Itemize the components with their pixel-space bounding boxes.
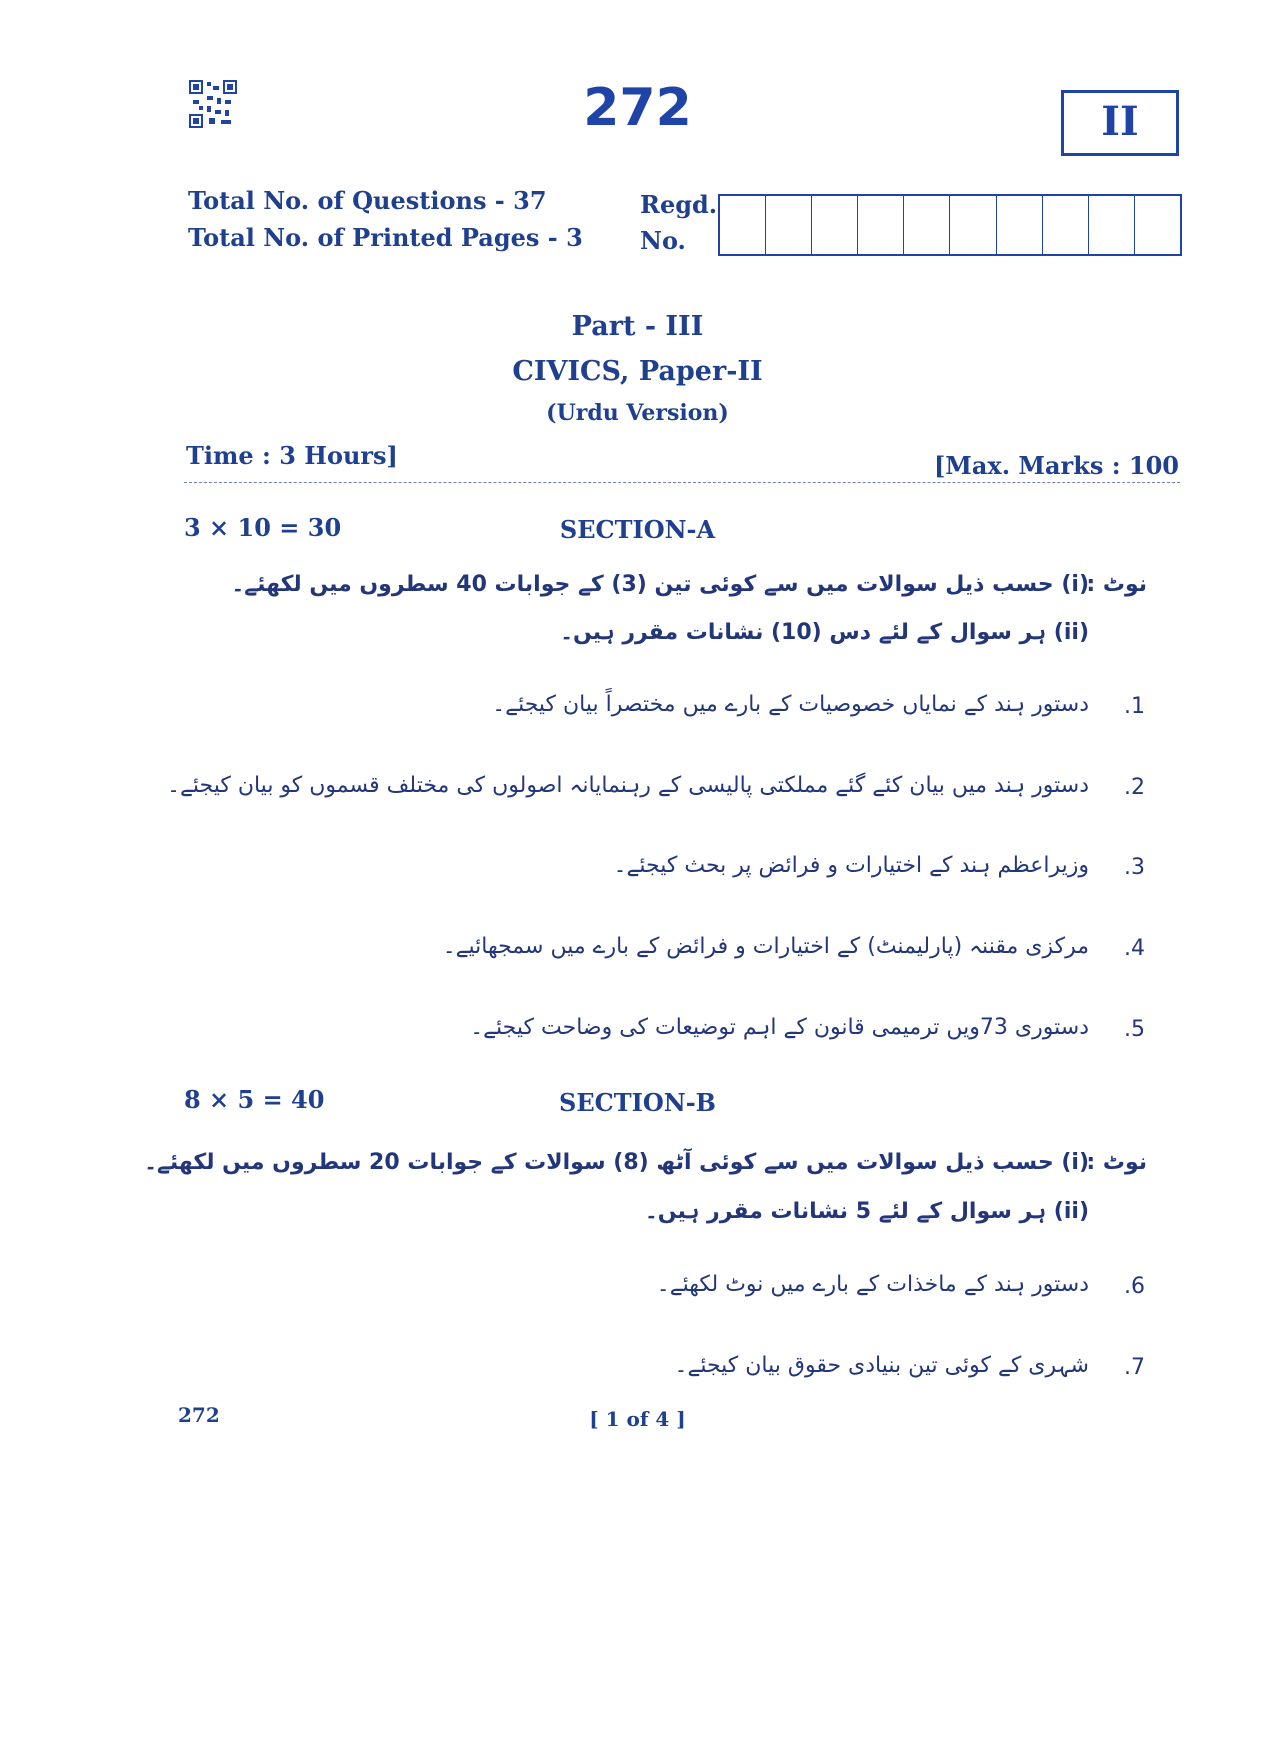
section-a-note-label: نوٹ : — [1086, 572, 1147, 597]
section-a-note-ii: (ii) ہر سوال کے لئے دس (10) نشانات مقرر ہیں۔ — [560, 620, 1089, 645]
question-text: مرکزی مقننہ (پارلیمنٹ) کے اختیارات و فرائض کے بارے میں سمجھائیے۔ — [442, 934, 1089, 959]
question-number: 5. — [1124, 1017, 1145, 1042]
section-a-title: SECTION-A — [559, 515, 716, 544]
reg-box-cell[interactable] — [765, 196, 811, 254]
question-number: 6. — [1124, 1274, 1145, 1299]
reg-box-cell[interactable] — [857, 196, 903, 254]
question-number: 7. — [1124, 1355, 1145, 1380]
reg-box-cell[interactable] — [1042, 196, 1088, 254]
reg-box-cell[interactable] — [903, 196, 949, 254]
section-b-marks: 8 × 5 = 40 — [184, 1085, 325, 1114]
section-a-note-i: (i) حسب ذیل سوالات میں سے کوئی تین (3) کے جوابات 40 سطروں میں لکھئے۔ — [231, 572, 1089, 597]
version-title: (Urdu Version) — [546, 400, 729, 426]
reg-box-cell[interactable] — [1088, 196, 1134, 254]
page-number: [ 1 of 4 ] — [589, 1407, 686, 1431]
question-text: وزیراعظم ہند کے اختیارات و فرائض پر بحث کیجئے۔ — [613, 853, 1089, 878]
set-number-box: II — [1061, 90, 1179, 156]
subject-title: CIVICS, Paper-II — [512, 356, 763, 387]
reg-box-cell[interactable] — [949, 196, 995, 254]
question-number: 4. — [1124, 936, 1145, 961]
max-marks-label: [Max. Marks : 100 — [933, 451, 1179, 480]
section-b-note-ii: (ii) ہر سوال کے لئے 5 نشانات مقرر ہیں۔ — [644, 1199, 1089, 1224]
question-text: دستور ہند میں بیان کئے گئے مملکتی پالیسی کے رہنمایانہ اصولوں کی مختلف قسموں کو بیان کیجئے۔ — [167, 773, 1089, 798]
section-b-note-label: نوٹ : — [1086, 1150, 1147, 1175]
reg-box-cell[interactable] — [996, 196, 1042, 254]
question-text: دستوری 73ویں ترمیمی قانون کے اہم توضیعات کی وضاحت کیجئے۔ — [470, 1015, 1089, 1040]
section-a-marks: 3 × 10 = 30 — [184, 513, 342, 542]
section-b-title: SECTION-B — [559, 1088, 716, 1117]
reg-box-cell[interactable] — [811, 196, 857, 254]
header-divider — [184, 482, 1180, 483]
question-text: شہری کے کوئی تین بنیادی حقوق بیان کیجئے۔ — [674, 1353, 1089, 1378]
regd-label: Regd. — [640, 190, 718, 219]
question-text: دستور ہند کے نمایاں خصوصیات کے بارے میں مختصراً بیان کیجئے۔ — [492, 692, 1089, 717]
total-questions: Total No. of Questions - 37 — [188, 186, 547, 215]
registration-number-boxes[interactable] — [718, 194, 1182, 256]
part-title: Part - III — [571, 311, 704, 342]
reg-box-cell[interactable] — [1134, 196, 1180, 254]
paper-code: 272 — [583, 78, 692, 138]
time-label: Time : 3 Hours] — [186, 441, 398, 470]
question-number: 3. — [1124, 855, 1145, 880]
question-number: 2. — [1124, 775, 1145, 800]
footer-paper-code: 272 — [178, 1403, 220, 1427]
question-number: 1. — [1124, 694, 1145, 719]
regd-no-label: No. — [640, 226, 686, 255]
question-text: دستور ہند کے ماخذات کے بارے میں نوٹ لکھئے۔ — [656, 1272, 1089, 1297]
total-pages: Total No. of Printed Pages - 3 — [188, 223, 583, 252]
section-b-note-i: (i) حسب ذیل سوالات میں سے کوئی آٹھ (8) سوالات کے جوابات 20 سطروں میں لکھئے۔ — [144, 1150, 1089, 1175]
reg-box-cell[interactable] — [720, 196, 765, 254]
